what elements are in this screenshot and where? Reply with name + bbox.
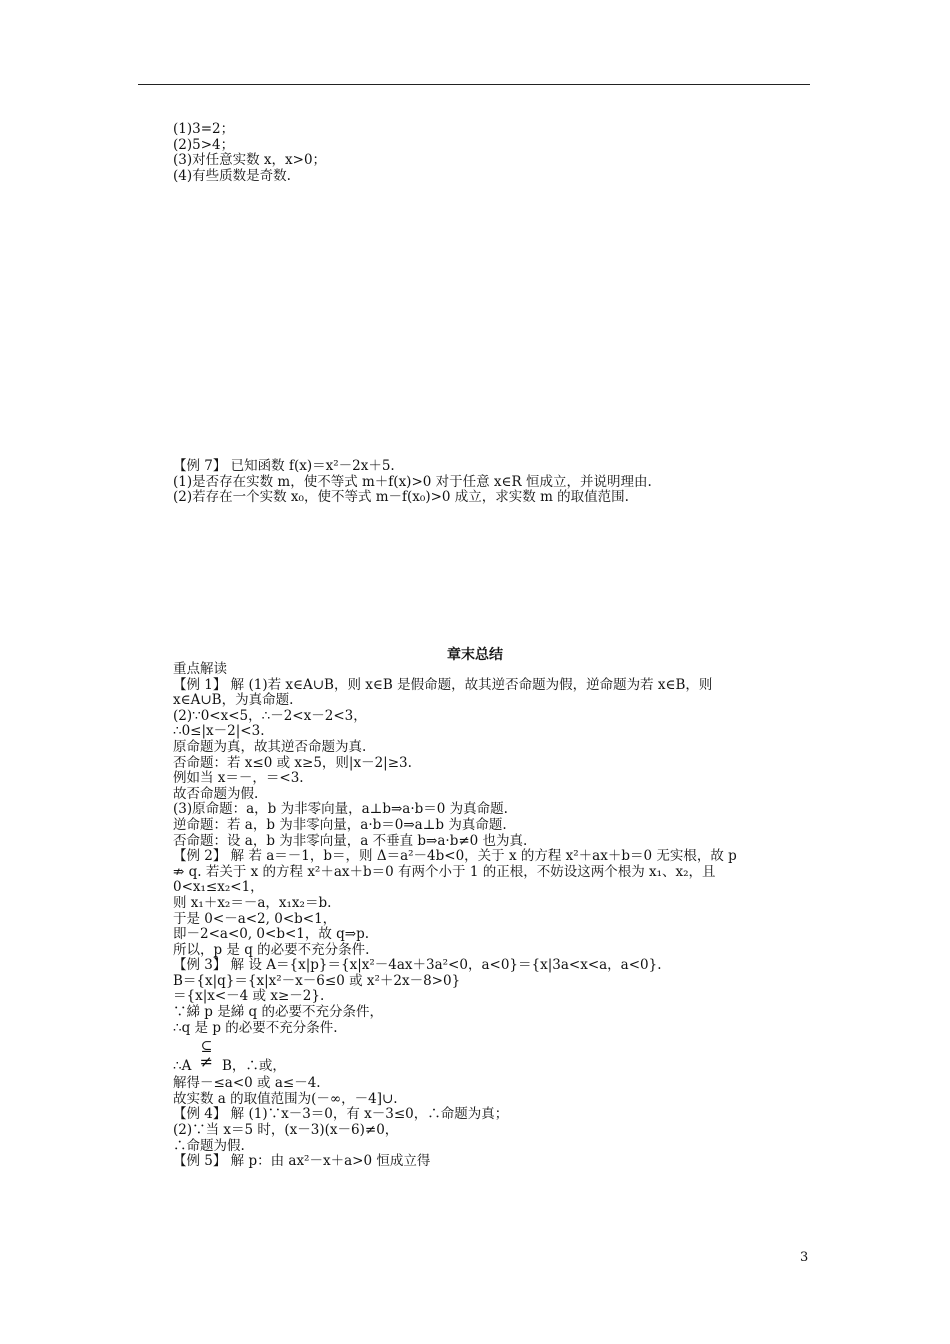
- summary-line: 【例 4】 解 (1)∵x－3＝0，有 x－3≤0，∴命题为真；: [173, 1106, 509, 1123]
- summary-line: (3)原命题：a，b 为非零向量，a⊥b⇒a·b＝0 为真命题.: [173, 801, 508, 818]
- summary-line: 例如当 x＝－，＝<3.: [173, 770, 304, 787]
- summary-line: B＝{x|q}＝{x|x²－x－6≤0 或 x²＋2x－8>0}: [173, 972, 461, 989]
- summary-line: 【例 3】 解 设 A＝{x|p}＝{x|x²－4ax＋3a²<0，a<0}＝{x|3a<x<a，a<0}.: [173, 957, 662, 974]
- example-6-items: [173, 122, 813, 184]
- summary-line: 【例 1】 解 (1)若 x∈A∪B，则 x∈B 是假命题，故其逆否命题为假，逆命题为若 x∈B，则: [173, 676, 713, 693]
- summary-line: ∵綈 p 是綈 q 的必要不充分条件，: [173, 1004, 383, 1021]
- summary-body: [173, 662, 813, 1170]
- summary-line: x∈A∪B，为真命题.: [173, 692, 294, 709]
- summary-line: 故否命题为假.: [173, 785, 259, 802]
- summary-line: ∴q 是 p 的必要不充分条件.: [173, 1019, 338, 1036]
- summary-line: 否命题：设 a，b 为非零向量，a 不垂直 b⇒a·b≠0 也为真.: [173, 832, 528, 849]
- q6-item: (2)5>4；: [173, 136, 235, 153]
- summary-line: 【例 5】 解 p：由 ax²－x＋a>0 恒成立得: [173, 1153, 431, 1170]
- q6-item: (4)有些质数是奇数.: [173, 167, 291, 184]
- summary-line: ＝{x|x<－4 或 x≥－2}.: [173, 988, 325, 1005]
- summary-line: 故实数 a 的取值范围为(－∞，－4]∪.: [173, 1090, 398, 1107]
- q6-item: (3)对任意实数 x，x>0；: [173, 152, 327, 169]
- q7-line: (2)若存在一个实数 x₀，使不等式 m－f(x₀)>0 成立，求实数 m 的取值范围.: [173, 489, 629, 506]
- summary-line: 于是 0<－a<2, 0<b<1，: [173, 910, 337, 927]
- summary-line: 则 x₁＋x₂＝－a，x₁x₂＝b.: [173, 894, 332, 911]
- not-equal-symbol: ≠: [199, 1052, 214, 1072]
- example-7: [173, 459, 813, 506]
- subset-line: [173, 1039, 813, 1076]
- summary-line: ∴0≤|x－2|<3.: [173, 723, 265, 740]
- subset-not-equal-icon: [196, 1039, 218, 1076]
- summary-line: ⇏ q. 若关于 x 的方程 x²＋ax＋b＝0 有两个小于 1 的正根，不妨设这两个根为 x₁、x₂，且: [173, 863, 716, 880]
- summary-line: 否命题：若 x≤0 或 x≥5，则|x－2|≥3.: [173, 754, 412, 771]
- summary-line: 解得－≤a<0 或 a≤－4.: [173, 1075, 321, 1092]
- summary-line: 所以，p 是 q 的必要不充分条件.: [173, 941, 370, 958]
- page-number: 3: [800, 1250, 809, 1265]
- header-rule: [138, 84, 810, 85]
- subset-line-start: ∴A: [173, 1058, 192, 1075]
- q7-line: 【例 7】 已知函数 f(x)＝x²－2x＋5.: [173, 458, 395, 474]
- summary-line: 重点解读: [173, 661, 227, 677]
- subset-line-end: B，∴或，: [221, 1058, 286, 1075]
- summary-line: 【例 2】 解 若 a＝－1，b＝，则 Δ＝a²－4b<0，关于 x 的方程 x²＋ax＋b＝0 无实根，故 p: [173, 848, 737, 865]
- q6-item: (1)3=2；: [173, 121, 235, 137]
- section-title: 章末总结: [447, 647, 503, 663]
- summary-line: ∴命题为假.: [173, 1137, 245, 1154]
- summary-line: 原命题为真，故其逆否命题为真.: [173, 738, 367, 755]
- summary-line: 即－2<a<0, 0<b<1，故 q⇒p.: [173, 926, 370, 943]
- summary-line: (2)∵0<x<5，∴－2<x－2<3，: [173, 707, 367, 724]
- summary-line: 0<x₁≤x₂<1，: [173, 879, 264, 896]
- summary-line: 逆命题：若 a，b 为非零向量，a·b＝0⇒a⊥b 为真命题.: [173, 816, 507, 833]
- summary-line: (2)∵当 x＝5 时，(x－3)(x－6)≠0，: [173, 1122, 399, 1139]
- subset-symbol: ⊆: [200, 1039, 213, 1056]
- q7-line: (1)是否存在实数 m，使不等式 m＋f(x)>0 对于任意 x∈R 恒成立，并说明理由.: [173, 473, 652, 490]
